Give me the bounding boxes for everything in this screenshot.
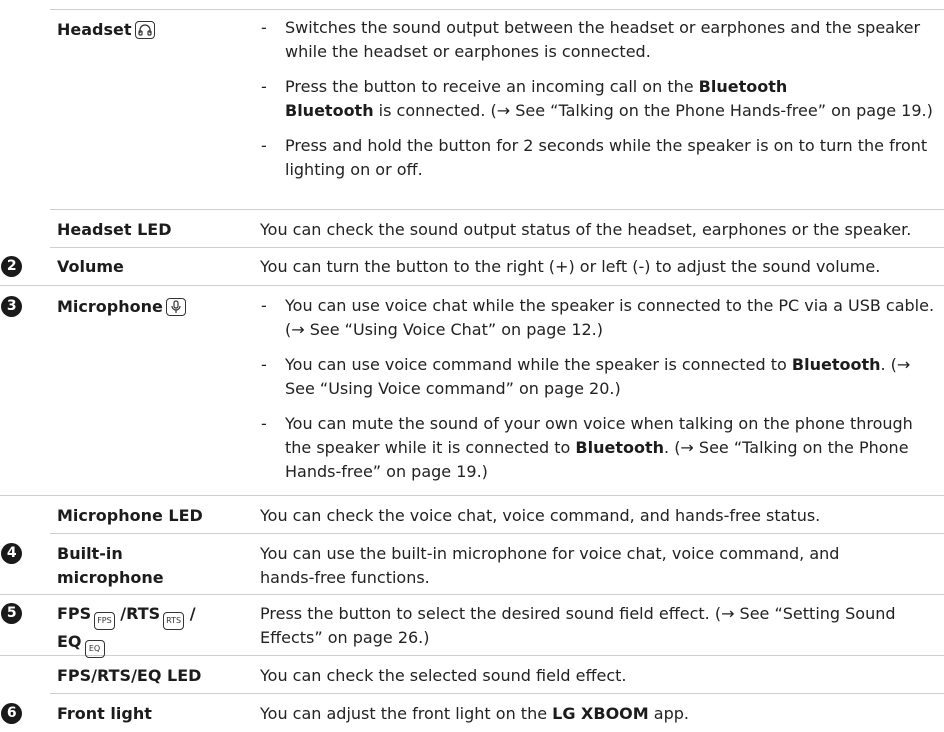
volume-description: You can turn the button to the right (+) or left (-) to adjust the sound volume. — [260, 257, 881, 276]
headset-bullet-1: - Switches the sound output between the headset or earphones and the speaker while the headset or earphones is connected. — [260, 16, 940, 64]
headset-led-description: You can check the sound output status of the headset, earphones or the speaker. — [260, 220, 912, 239]
headset-label: Headset — [57, 18, 242, 42]
microphone-icon — [166, 298, 186, 316]
fps-icon: FPS — [94, 612, 115, 630]
sound-effects-description: Press the button to select the desired sound field effect. (→ See “Setting Sound Effects” on page 26.) — [260, 604, 896, 647]
eq-icon: EQ — [85, 640, 105, 658]
microphone-bullet-2: - You can use voice command while the speaker is connected to Bluetooth. (→ See “Using Voice command” on page 20.) — [260, 353, 940, 401]
headset-bullet-2: - Press the button to receive an incoming call on the Bluetooth Bluetooth is connected. (→ See “Talking on the Phone Hands-free” on page 19.) — [260, 75, 940, 123]
front-light-description: You can adjust the front light on the LG XBOOM app. — [260, 704, 689, 723]
item-number-badge: 4 — [1, 543, 22, 564]
item-number-badge: 6 — [1, 703, 22, 724]
microphone-led-description: You can check the voice chat, voice command, and hands-free status. — [260, 506, 821, 525]
item-number-badge: 3 — [1, 296, 22, 317]
builtin-microphone-description: You can use the built-in microphone for voice chat, voice command, and hands-free functions. — [260, 544, 840, 587]
volume-label: Volume — [57, 257, 124, 276]
microphone-led-label: Microphone LED — [57, 506, 203, 525]
sound-effects-label: FPS FPS /RTS RTS / EQ EQ — [57, 602, 217, 658]
microphone-label: Microphone — [57, 295, 242, 319]
front-light-label: Front light — [57, 704, 152, 723]
builtin-microphone-label: Built-in microphone — [57, 544, 164, 587]
headset-description — [260, 16, 940, 182]
sound-effects-led-label: FPS/RTS/EQ LED — [57, 666, 202, 685]
item-number-badge: 2 — [1, 256, 22, 277]
rts-icon: RTS — [163, 612, 184, 630]
item-number-badge: 5 — [1, 603, 22, 624]
headset-led-label: Headset LED — [57, 220, 172, 239]
sound-effects-led-description: You can check the selected sound field effect. — [260, 666, 627, 685]
headset-icon — [135, 21, 155, 39]
headset-bullet-3: - Press and hold the button for 2 seconds while the speaker is on to turn the front lighting on or off. — [260, 134, 940, 182]
microphone-bullet-1: - You can use voice chat while the speaker is connected to the PC via a USB cable. (→ See “Using Voice Chat” on page 12.) — [260, 294, 940, 342]
microphone-description — [260, 294, 940, 484]
microphone-bullet-3: - You can mute the sound of your own voice when talking on the phone through the speaker while it is connected to Bluetooth. (→ See “Talking on the Phone Hands-free” on page 19.) — [260, 412, 940, 484]
